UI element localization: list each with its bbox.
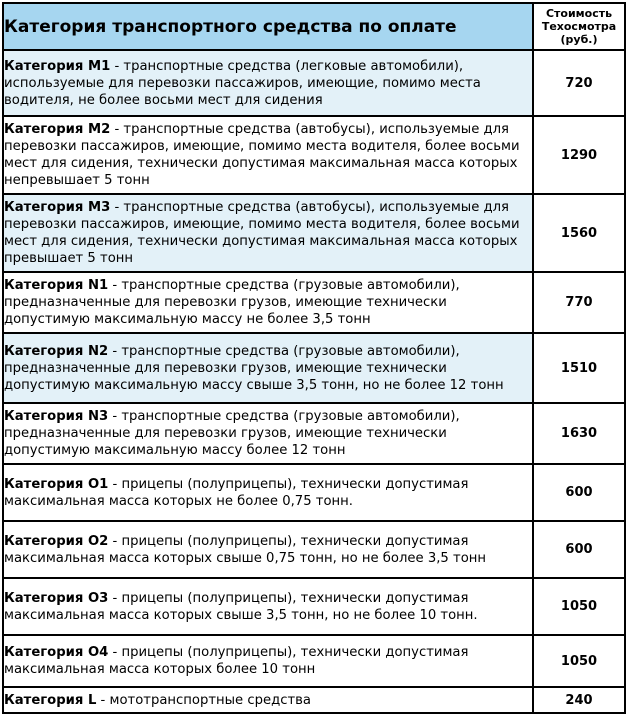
table-row [3, 403, 625, 464]
row-text: - прицепы (полуприцепы), технически допустимая максимальная масса которых не более 0,75 тонн. [4, 476, 469, 509]
row-text: - транспортные средства (грузовые автомобили), предназначенные для перевозки грузов, имеющие технически допустимую максимальную массу свыше 3,5 тонн, но не более 12 тонн [4, 343, 504, 393]
header-price-line3: (руб.) [560, 33, 598, 46]
table-row [3, 635, 625, 687]
row-text: - транспортные средства (грузовые автомобили), предназначенные для перевозки грузов, имеющие технически допустимую максимальную массу более 12 тонн [4, 409, 460, 458]
row-price: 1510 [533, 333, 625, 403]
row-price: 1050 [533, 635, 625, 687]
table-row [3, 50, 625, 116]
row-price: 720 [533, 50, 625, 116]
row-text: - мототранспортные средства [96, 692, 311, 708]
row-text: - прицепы (полуприцепы), технически допустимая максимальная масса которых свыше 0,75 тонн, но не более 3,5 тонн [4, 533, 487, 566]
header-price-line1: Стоимость [545, 7, 613, 20]
row-text: - прицепы (полуприцепы), технически допустимая максимальная масса которых более 10 тонн [4, 645, 469, 677]
row-text: - прицепы (полуприцепы), технически допустимая максимальная масса которых свыше 3,5 тонн, но не более 10 тонн. [4, 590, 478, 623]
row-description [3, 116, 533, 194]
table-row [3, 521, 625, 578]
row-category: Категория O1 [4, 476, 109, 492]
row-category: Категория М3 [4, 200, 111, 215]
row-description [3, 521, 533, 578]
row-price: 240 [533, 687, 625, 713]
row-description [3, 333, 533, 403]
table-row [3, 464, 625, 521]
table-row [3, 578, 625, 635]
table-header-row [3, 3, 625, 50]
header-price [533, 3, 625, 50]
row-category: Категория L [4, 692, 97, 708]
row-category: Категория М2 [4, 122, 111, 137]
row-description [3, 578, 533, 635]
row-text: - транспортные средства (автобусы), используемые для перевозки пассажиров, имеющие, помимо места водителя, более восьми мест для сидения, технически допустимая максимальная масса которых непревышает 5 тонн [4, 122, 520, 188]
row-price: 1290 [533, 116, 625, 194]
row-description [3, 50, 533, 116]
row-category: Категория O2 [4, 533, 109, 549]
row-category: Категория O4 [4, 645, 109, 660]
row-text: - транспортные средства (легковые автомобили), используемые для перевозки пассажиров, имеющие, помимо места водителя, не более восьми мест для сидения [4, 58, 481, 108]
table-row [3, 116, 625, 194]
row-category: Категория М1 [4, 58, 111, 74]
row-price: 600 [533, 521, 625, 578]
header-price-line2: Техосмотра [541, 20, 617, 33]
row-price: 770 [533, 272, 625, 333]
row-description [3, 687, 533, 713]
row-price: 600 [533, 464, 625, 521]
row-description [3, 272, 533, 333]
table-row [3, 333, 625, 403]
row-category: Категория N3 [4, 409, 109, 424]
row-description [3, 464, 533, 521]
row-text: - транспортные средства (автобусы), используемые для перевозки пассажиров, имеющие, помимо места водителя, более восьми мест для сидения, технически допустимая максимальная масса которых превышает 5 тонн [4, 200, 520, 266]
table-row [3, 687, 625, 713]
price-table [2, 2, 626, 714]
header-title: Категория транспортного средства по оплате [3, 3, 533, 50]
row-category: Категория N1 [4, 278, 109, 293]
row-description [3, 194, 533, 272]
row-description [3, 635, 533, 687]
row-category: Категория N2 [4, 343, 109, 359]
table-row [3, 194, 625, 272]
row-price: 1050 [533, 578, 625, 635]
row-category: Категория O3 [4, 590, 109, 606]
row-text: - транспортные средства (грузовые автомобили), предназначенные для перевозки грузов, имеющие технически допустимую максимальную массу не более 3,5 тонн [4, 278, 460, 327]
table-row [3, 272, 625, 333]
row-price: 1560 [533, 194, 625, 272]
row-description [3, 403, 533, 464]
row-price: 1630 [533, 403, 625, 464]
